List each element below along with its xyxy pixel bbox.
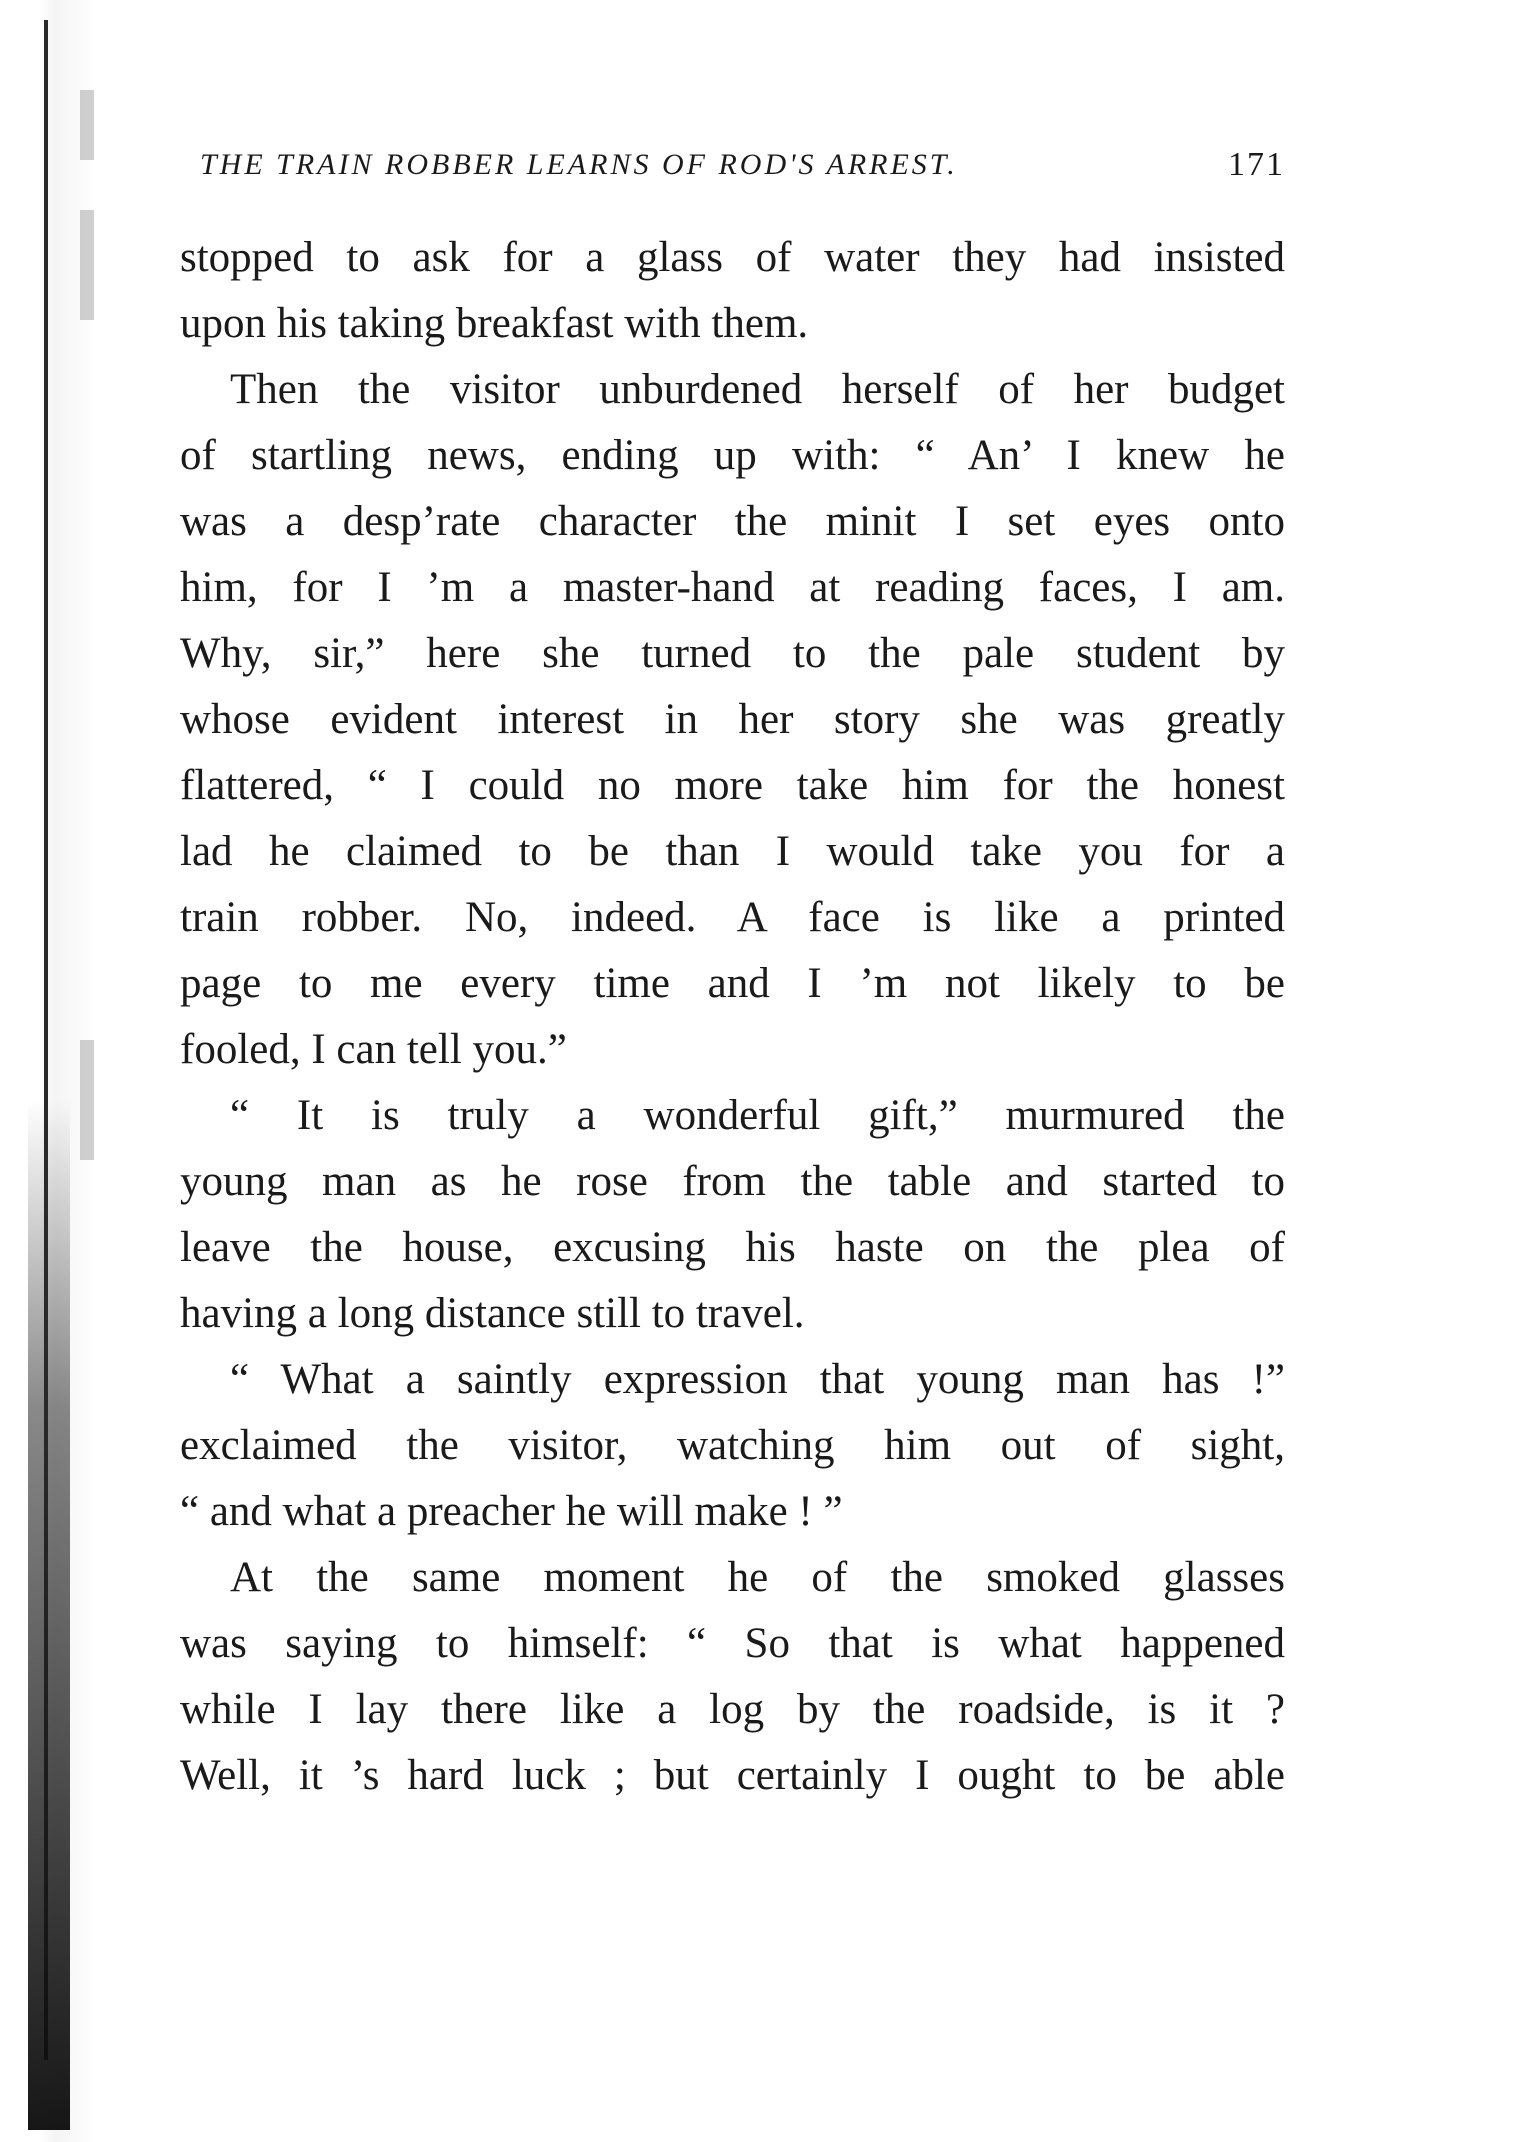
text-line: Why, sir,” here she turned to the pale student by [180, 630, 1285, 677]
text-line: train robber. No, indeed. A face is like a printed [180, 894, 1285, 941]
text-line: young man as he rose from the table and started to [180, 1158, 1285, 1205]
text-line: flattered, “ I could no more take him for the honest [180, 762, 1285, 809]
text-line: At the same moment he of the smoked glasses [230, 1554, 1285, 1601]
text-line: was saying to himself: “ So that is what happened [180, 1620, 1285, 1667]
binding-speck [80, 210, 94, 320]
text-line: of startling news, ending up with: “ An’ I knew he [180, 432, 1285, 479]
text-line: was a desp’rate character the minit I set eyes onto [180, 498, 1285, 545]
text-line: having a long distance still to travel. [180, 1290, 805, 1337]
text-line: lad he claimed to be than I would take you for a [180, 828, 1285, 875]
page-header [200, 140, 1285, 190]
text-line: leave the house, excusing his haste on the plea of [180, 1224, 1285, 1271]
page-number: 171 [1228, 146, 1285, 183]
binding-speck [80, 90, 94, 160]
text-line: whose evident interest in her story she was greatly [180, 696, 1285, 743]
text-line: stopped to ask for a glass of water they had insisted [180, 234, 1285, 281]
binding-speck [80, 1040, 94, 1160]
text-line: Well, it ’s hard luck ; but certainly I ought to be able [180, 1752, 1285, 1799]
binding-shadow [28, 1100, 70, 2130]
text-line: exclaimed the visitor, watching him out of sight, [180, 1422, 1285, 1469]
running-head: THE TRAIN ROBBER LEARNS OF ROD'S ARREST. [200, 148, 958, 181]
text-line: “ It is truly a wonderful gift,” murmured the [230, 1092, 1285, 1139]
text-line: “ What a saintly expression that young man has !” [230, 1356, 1285, 1403]
text-line: “ and what a preacher he will make ! ” [180, 1488, 843, 1535]
text-line: upon his taking breakfast with them. [180, 300, 809, 347]
text-line: him, for I ’m a master-hand at reading faces, I am. [180, 564, 1285, 611]
text-line: while I lay there like a log by the roadside, is it ? [180, 1686, 1285, 1733]
text-line: Then the visitor unburdened herself of her budget [230, 366, 1285, 413]
text-line: page to me every time and I ’m not likely to be [180, 960, 1285, 1007]
text-line: fooled, I can tell you.” [180, 1026, 567, 1073]
body-text [180, 225, 1285, 1809]
